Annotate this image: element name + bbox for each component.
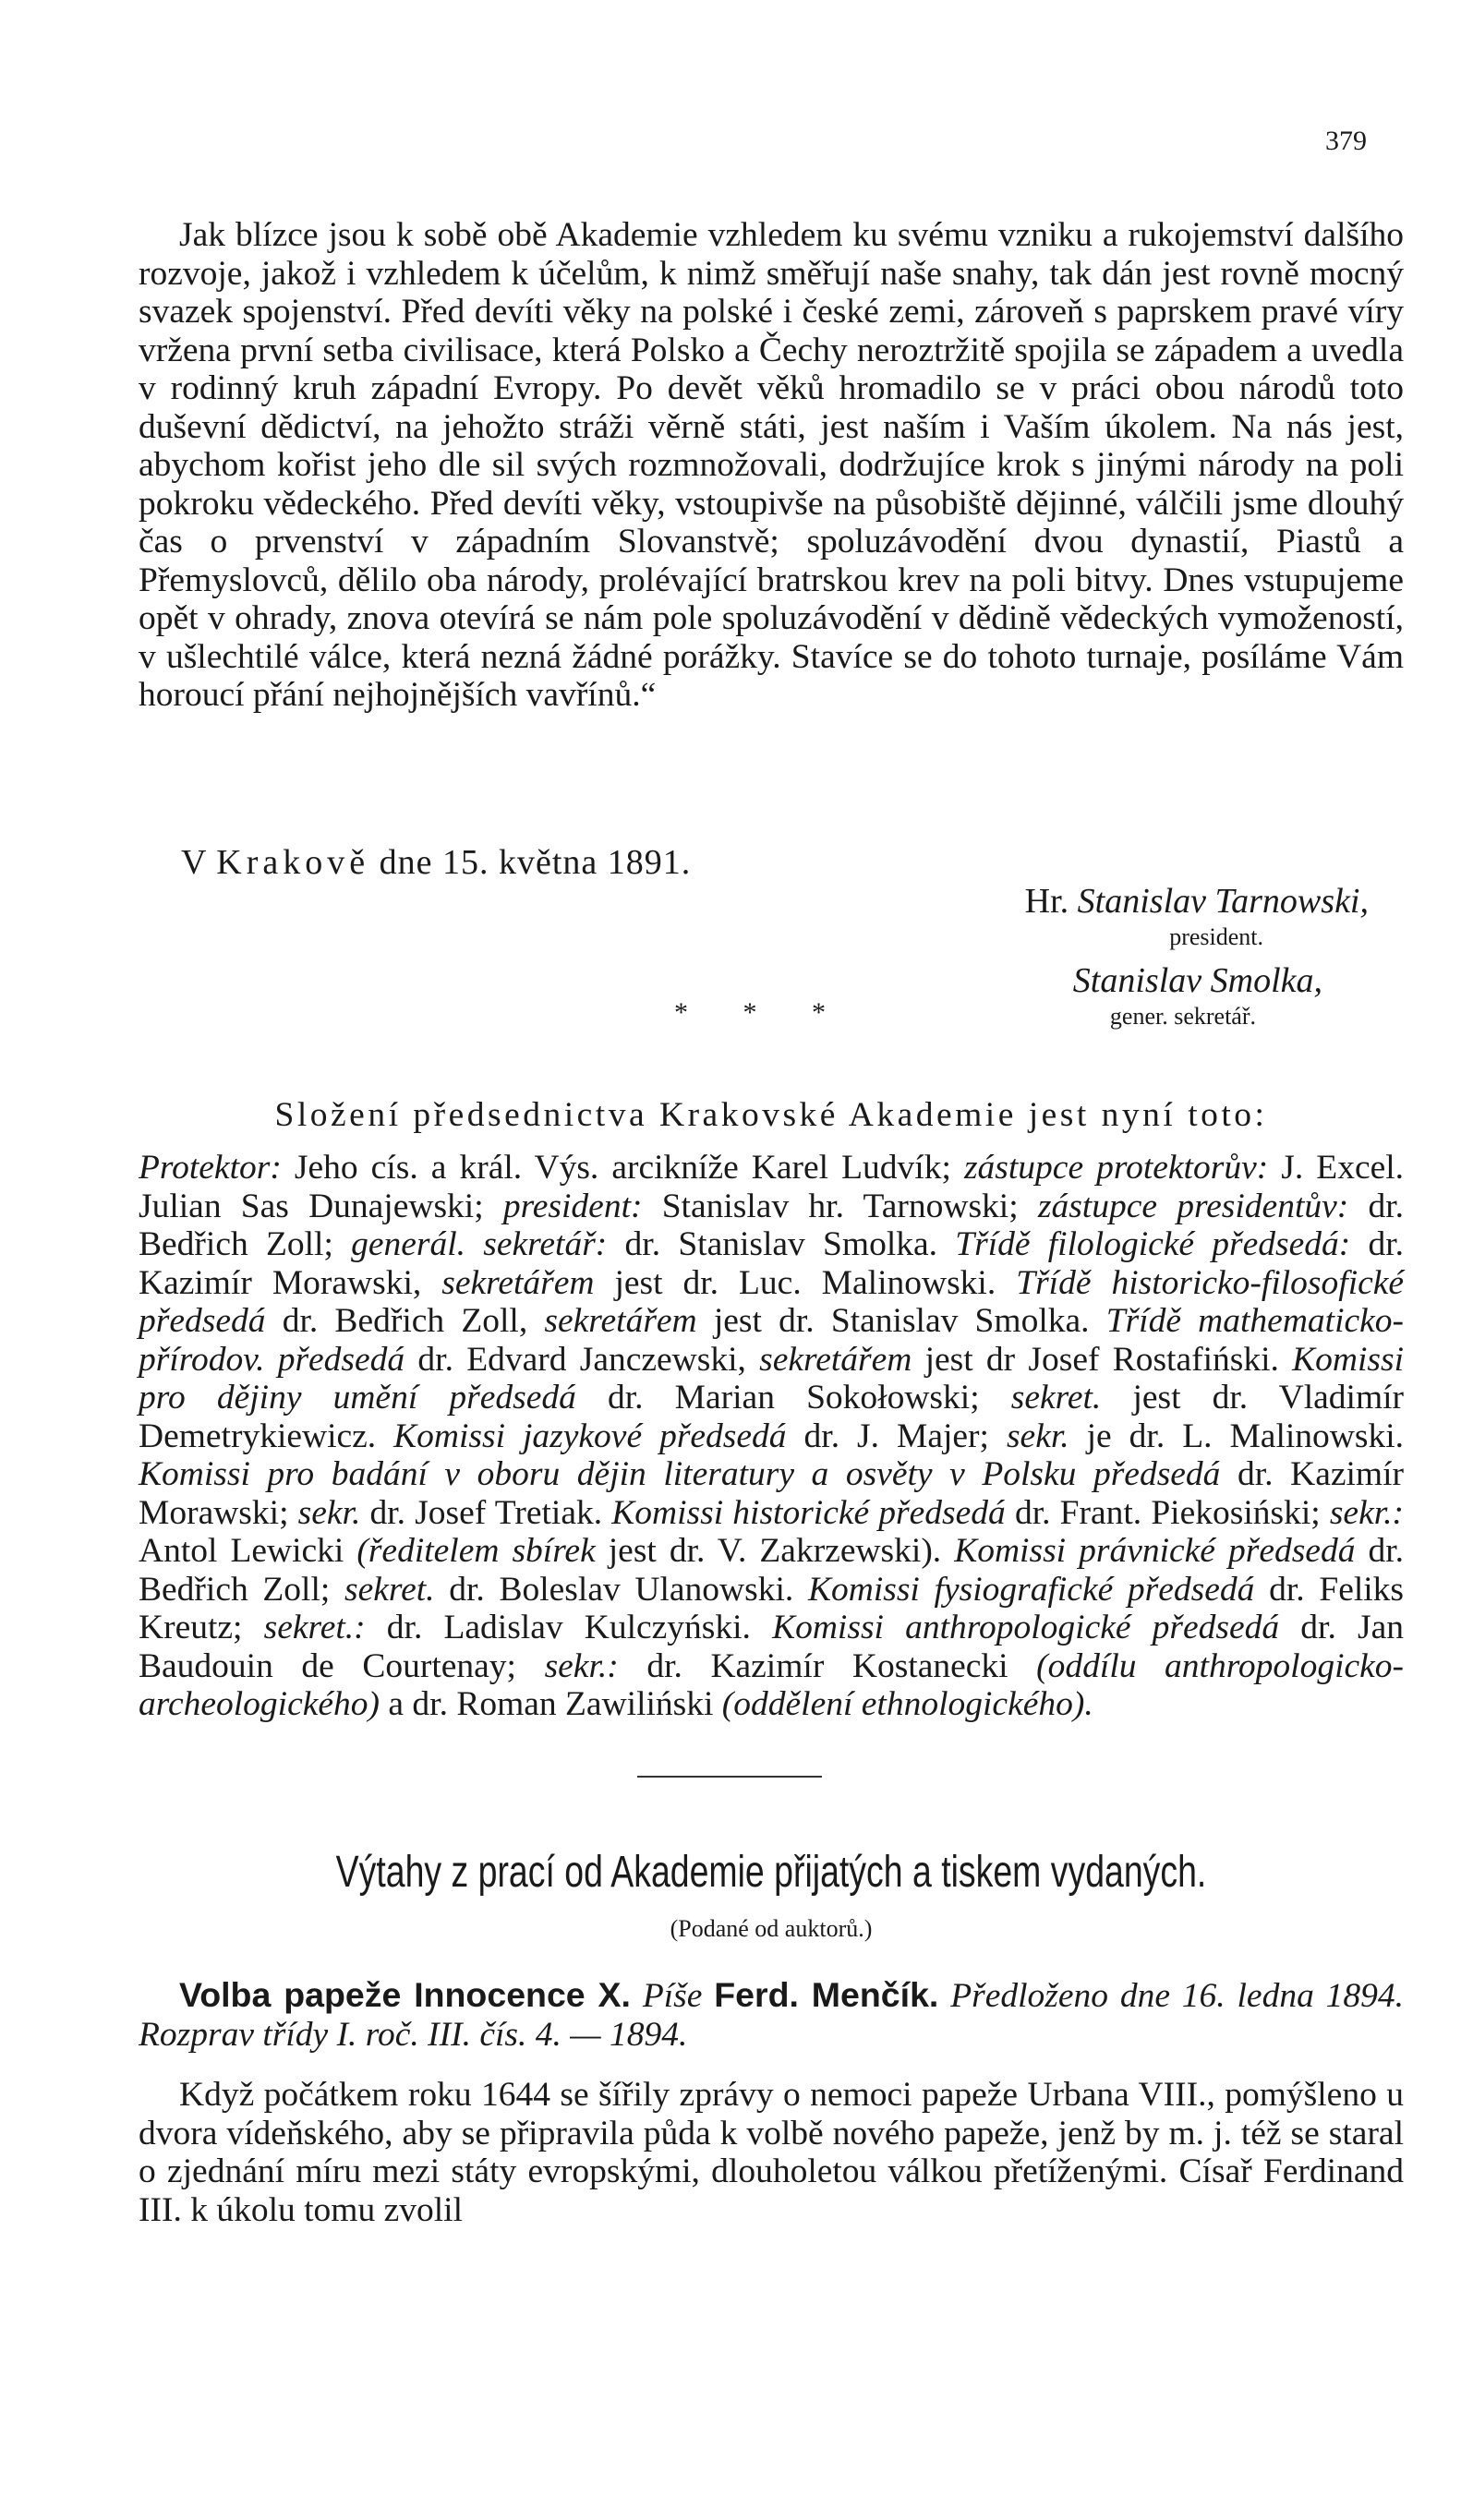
signature-prefix: Hr.	[1024, 882, 1069, 921]
role-holder: dr. Boleslav Ulanowski.	[449, 1570, 794, 1609]
role-holder: dr. Bedřich Zoll;	[139, 1187, 1405, 1263]
section-heading: Složení předsednictva Krakovské Akademie jest nyní toto:	[274, 1096, 1268, 1134]
role-holder: dr. Stanislav Smolka.	[624, 1225, 938, 1263]
role-label: Komissi fysiografické předsedá	[807, 1570, 1255, 1609]
role-label: Komissi pro badání v oboru dějin literatury a osvěty v Polsku předsedá	[139, 1455, 1221, 1493]
signature-president	[1025, 881, 1369, 922]
asterism: * * *	[674, 997, 850, 1028]
article-author: Ferd. Menčík.	[714, 1975, 939, 2014]
article-title	[139, 1976, 1404, 2054]
role-holder: dr. Bedřich Zoll,	[282, 1302, 528, 1340]
role-label: sekretářem	[759, 1340, 912, 1379]
article-series: Rozprav třídy I. roč. III. čís. 4. — 1894.	[139, 2015, 688, 2054]
role-label: Protektor:	[139, 1149, 282, 1187]
role-holder: jest dr. Vladimír Demetrykiewicz.	[139, 1379, 1405, 1455]
article-section-heading: Výtahy z prací od Akademie přijatých a tiskem vydaných.	[335, 1848, 1207, 1897]
role-holder: dr. Bedřich Zoll;	[139, 1532, 1405, 1609]
article-author-label: Píše	[642, 1977, 703, 2015]
role-label: sekr.	[297, 1493, 361, 1532]
role-label: zástupce protektorův:	[963, 1149, 1269, 1187]
article-presented: Předloženo dne 16. ledna 1894.	[950, 1977, 1405, 2015]
article-body: Když počátkem roku 1644 se šířily zprávy o nemoci papeže Urbana VIII., pomýšleno u dvora vídeňského, aby se připravila půda k volbě nového papeže, jenž by m. j. též se staral o zjednání míru mezi státy evropskými, dlouholetou válkou přetíženými. Císař Ferdinand III. k úkolu tomu zvolil	[139, 2076, 1404, 2229]
role-holder: dr. Edvard Janczewski,	[417, 1340, 746, 1379]
article-section-subheading: (Podané od auktorů.)	[670, 1915, 873, 1942]
role-label: sekret.	[344, 1570, 435, 1609]
role-holder: jest dr Josef Rostafiński.	[924, 1340, 1279, 1379]
role-holder: dr. Josef Tretiak.	[369, 1493, 603, 1532]
role-holder: J. Excel. Julian Sas Dunajewski;	[139, 1149, 1405, 1225]
role-label: zástupce presidentův:	[1037, 1187, 1349, 1225]
role-holder: je dr. L. Malinowski.	[1086, 1417, 1405, 1455]
role-holder: Stanislav hr. Tarnowski;	[661, 1187, 1019, 1225]
page-number: 379	[1325, 126, 1367, 156]
role-label: (oddílu anthropologicko-archeologického)	[139, 1646, 1405, 1723]
role-label: Komissi jazykové předsedá	[393, 1417, 787, 1455]
role-holder: dr. Marian Sokołowski;	[607, 1379, 980, 1417]
role-label: Komissi anthropologické předsedá	[772, 1609, 1280, 1646]
role-label: sekr.:	[1329, 1493, 1405, 1532]
role-holder: dr. Kazimír Kostanecki	[646, 1646, 1008, 1685]
role-label: Třídě historicko-filosofické předsedá	[139, 1263, 1405, 1340]
place-date-city: Krakově	[216, 843, 370, 882]
section-divider	[637, 1776, 822, 1778]
signature-title: president.	[1169, 923, 1263, 950]
role-label: sekretářem	[544, 1302, 697, 1340]
role-label: sekret.	[1010, 1379, 1102, 1417]
role-label: president:	[502, 1187, 643, 1225]
role-label: Třídě filologické předsedá:	[955, 1225, 1351, 1263]
role-label: sekr.:	[544, 1646, 619, 1685]
role-label: sekretářem	[441, 1263, 595, 1302]
role-holder: Jeho cís. a král. Výs. arcikníže Karel Ludvík;	[294, 1149, 951, 1187]
role-label: Komissi právnické předsedá	[954, 1532, 1356, 1570]
place-date-prefix: V	[181, 843, 207, 882]
role-label: Komissi pro dějiny umění předsedá	[139, 1340, 1405, 1417]
role-label: sekret.:	[263, 1609, 366, 1646]
role-holder: jest dr. Stanislav Smolka.	[713, 1302, 1090, 1340]
role-holder: dr. Frant. Piekosiński;	[1014, 1493, 1321, 1532]
role-holder: dr. J. Majer;	[803, 1417, 989, 1455]
role-holder: dr. Jan Baudouin de Courtenay;	[139, 1609, 1404, 1685]
signature-name: Stanislav Smolka,	[1072, 961, 1322, 1000]
place-date	[181, 842, 691, 883]
role-holder: jest dr. Luc. Malinowski.	[614, 1263, 996, 1302]
role-label: generál. sekretář:	[351, 1225, 608, 1263]
role-holder: a dr. Roman Zawiliński	[388, 1685, 714, 1723]
role-holder: dr. Feliks Kreutz;	[139, 1570, 1405, 1646]
role-label: (ředitelem sbírek	[356, 1532, 596, 1570]
role-holder: dr. Kazimír Morawski;	[139, 1455, 1404, 1532]
place-date-rest: dne 15. května 1891.	[379, 843, 692, 882]
intro-paragraph: Jak blízce jsou k sobě obě Akademie vzhledem ku svému vzniku a rukojemství dalšího rozvoje, jakož i vzhledem k účelům, k nimž směřují naše snahy, tak dán jest rovně mocný svazek spojenství. Před devíti věky na polské i české zemi, zároveň s paprskem pravé víry vržena první setba civilisace, která Polsko a Čechy neroztržitě spojila se západem a uvedla v rodinný kruh západní Evropy. Po devět věků hromadilo se v práci obou národů toto duševní dědictví, na jehožto stráži věrně státi, jest naším i Vaším úkolem. Na nás jest, abychom kořist jeho dle sil svých rozmnožovali, dodržujíce krok s jinými národy na poli pokroku vědeckého. Před devíti věky, vstoupivše na působiště dějinné, válčili jsme dlouhý čas o prvenství v západním Slovanstvě; spoluzávodění dvou dynastií, Piastů a Přemyslovců, dělilo oba národy, prolévající bratrskou krev na poli bitvy. Dnes vstupujeme opět v ohrady, znova otevírá se nám pole spoluzávodění v dědině vědeckých vymožeností, v ušlechtilé válce, která nezná žádné porážky. Stavíce se do tohoto turnaje, posíláme Vám horoucí přání nejhojnějších vavřínů.“	[139, 216, 1404, 714]
role-holder: dr. Kazimír Morawski,	[139, 1225, 1405, 1302]
role-label: (oddělení ethnologického).	[721, 1685, 1093, 1723]
signature-secretary	[1073, 960, 1322, 1001]
signature-name: Stanislav Tarnowski,	[1077, 882, 1369, 921]
role-holder: dr. Ladislav Kulczyński.	[386, 1609, 751, 1646]
role-label: Komissi historické předsedá	[611, 1493, 1006, 1532]
presidium-list	[139, 1149, 1404, 1724]
article-title-text: Volba papeže Innocence X.	[179, 1975, 631, 2014]
role-holder: jest dr. V. Zakrzewski).	[608, 1532, 942, 1570]
signature-title: gener. sekretář.	[1109, 1003, 1256, 1030]
role-label: Třídě mathematicko-přírodov. předsedá	[139, 1302, 1405, 1379]
role-label: sekr.	[1006, 1417, 1069, 1455]
role-holder: Antol Lewicki	[139, 1532, 344, 1570]
